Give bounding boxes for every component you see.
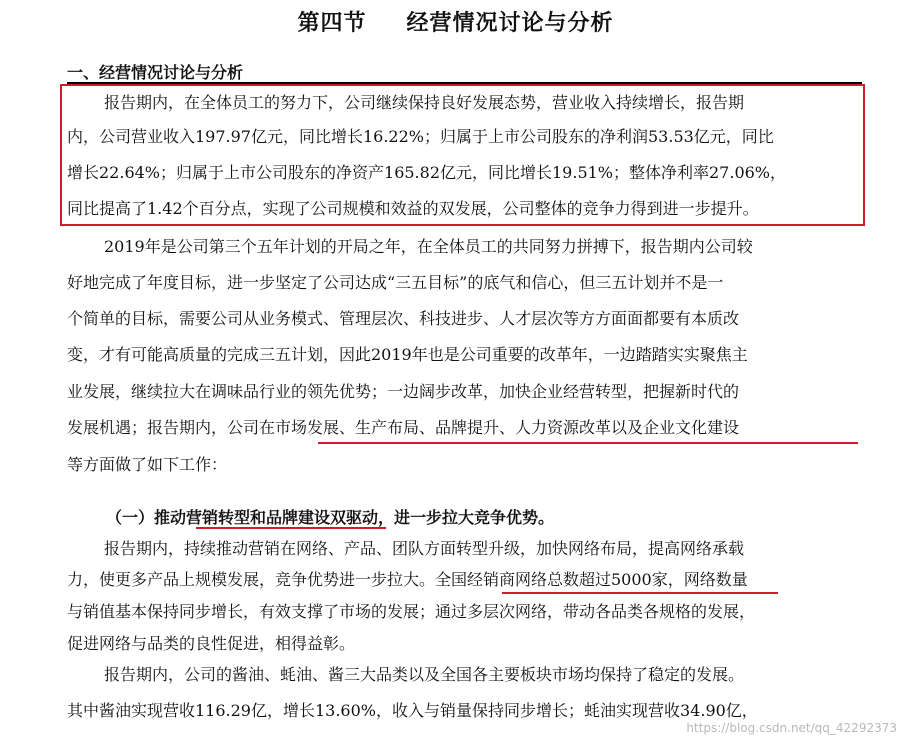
- paragraph-line: 个简单的目标，需要公司从业务模式、管理层次、科技进步、人才层次等方方面面都要有本质改: [67, 309, 740, 328]
- paragraph-line: 发展机遇；报告期内，公司在市场发展、生产布局、品牌提升、人力资源改革以及企业文化建设: [67, 418, 740, 437]
- paragraph-line: 业发展，继续拉大在调味品行业的领先优势；一边阔步改革，加快企业经营转型，把握新时代的: [67, 382, 740, 401]
- annotation-underline: [196, 527, 386, 529]
- paragraph-line: 力，使更多产品上规模发展，竞争优势进一步拉大。全国经销商网络总数超过5000家，网络数量: [67, 570, 748, 589]
- paragraph-line: 与销值基本保持同步增长，有效支撑了市场的发展；通过多层次网络，带动各品类各规格的发展，: [67, 602, 756, 621]
- paragraph-line: 等方面做了如下工作：: [67, 455, 228, 474]
- watermark: https://blog.csdn.net/qq_42292373: [686, 721, 897, 735]
- paragraph-line: 好地完成了年度目标，进一步坚定了公司达成“三五目标”的底气和信心，但三五计划并不是一: [67, 273, 724, 292]
- paragraph-line: 内，公司营业收入197.97亿元，同比增长16.22%；归属于上市公司股东的净利润53.53亿元，同比: [67, 127, 774, 146]
- paragraph-line: 2019年是公司第三个五年计划的开局之年，在全体员工的共同努力拼搏下，报告期内公司较: [104, 237, 753, 256]
- paragraph-line: 促进网络与品类的良性促进，相得益彰。: [67, 634, 356, 653]
- paragraph-line: 报告期内，持续推动营销在网络、产品、团队方面转型升级，加快网络布局，提高网络承载: [104, 539, 745, 558]
- chapter-title: [0, 6, 911, 37]
- paragraph-line: 变，才有可能高质量的完成三五计划，因此2019年也是公司重要的改革年，一边踏踏实实聚焦主: [67, 345, 748, 364]
- paragraph-line: 增长22.64%；归属于上市公司股东的净资产165.82亿元，同比增长19.51%；整体净利率27.06%，: [67, 163, 787, 182]
- subsection-heading: （一）推动营销转型和品牌建设双驱动，进一步拉大竞争优势。: [106, 508, 555, 527]
- annotation-underline: [318, 442, 858, 444]
- paragraph-line: 报告期内，公司的酱油、蚝油、酱三大品类以及全国各主要板块市场均保持了稳定的发展。: [104, 665, 745, 684]
- paragraph-line: 报告期内，在全体员工的努力下，公司继续保持良好发展态势，营业收入持续增长，报告期: [104, 93, 745, 112]
- paragraph-line: 同比提高了1.42个百分点，实现了公司规模和效益的双发展，公司整体的竞争力得到进一步提升。: [67, 199, 759, 218]
- paragraph-line: 其中酱油实现营收116.29亿，增长13.60%，收入与销量保持同步增长；蚝油实现营收34.90亿，: [67, 701, 758, 720]
- chapter-number: 第四节: [297, 11, 367, 36]
- chapter-name: 经营情况讨论与分析: [406, 11, 614, 36]
- annotation-underline: [502, 592, 778, 594]
- section-heading: 一、经营情况讨论与分析: [67, 63, 244, 82]
